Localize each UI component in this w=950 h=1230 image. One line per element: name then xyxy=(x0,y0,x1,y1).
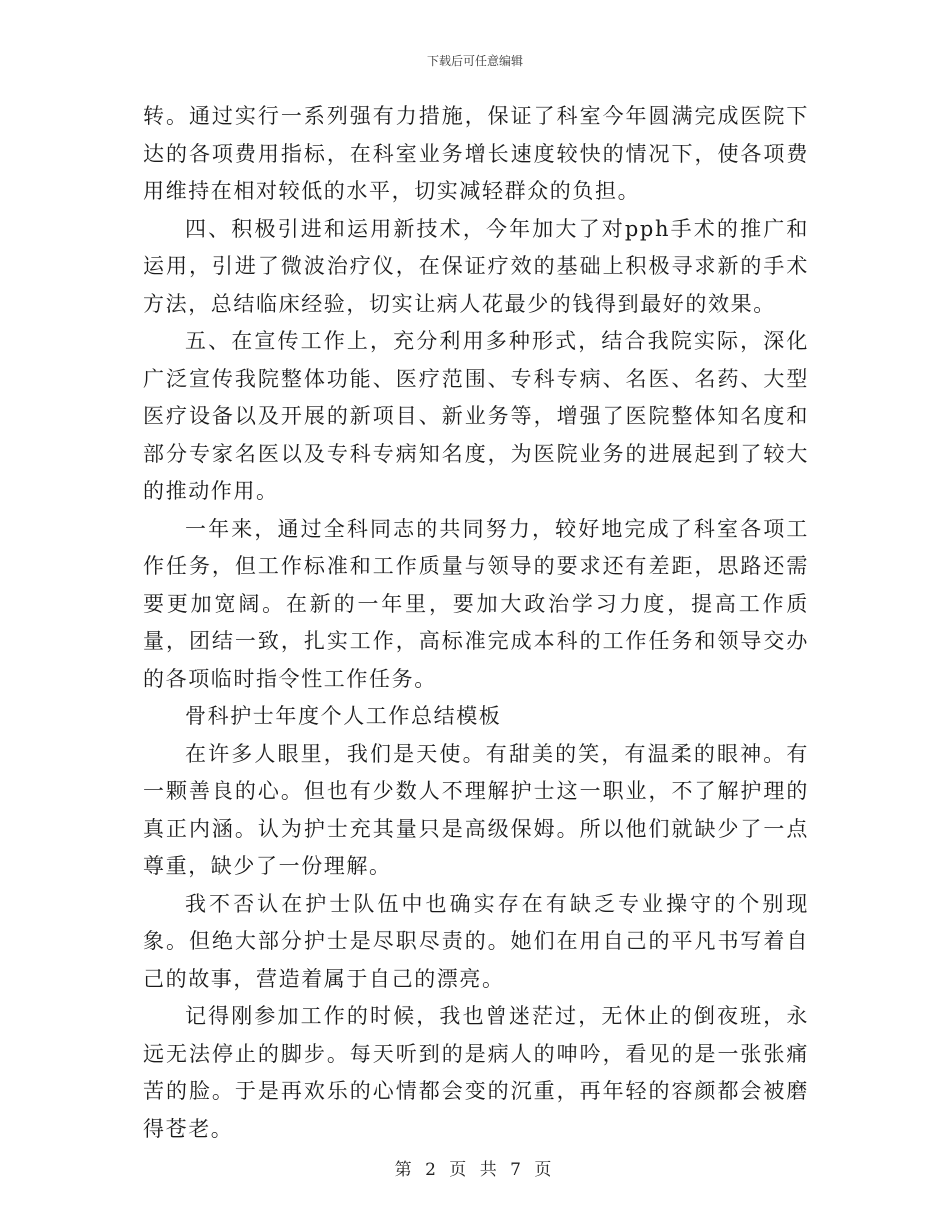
paragraph-3: 五、在宣传工作上，充分利用多种形式，结合我院实际，深化广泛宣传我院整体功能、医疗范围、专科专病、名医、名药、大型医疗设备以及开展的新项目、新业务等，增强了医院整体知名度和部分专家名医以及专科专病知名度，为医院业务的进展起到了较大的推动作用。 xyxy=(143,329,809,503)
paragraph-7: 记得刚参加工作的时候，我也曾迷茫过，无休止的倒夜班，永远无法停止的脚步。每天听到的是病人的呻吟，看见的是一张张痛苦的脸。于是再欢乐的心情都会变的沉重，再年轻的容颜都会被磨得苍老。 xyxy=(143,1004,809,1141)
page-header-note: 下载后可任意编辑 xyxy=(426,54,523,68)
paragraph-4: 一年来，通过全科同志的共同努力，较好地完成了科室各项工作任务，但工作标准和工作质量与领导的要求还有差距，思路还需要更加宽阔。在新的一年里，要加大政治学习力度，提高工作质量，团结一致，扎实工作，高标准完成本科的工作任务和领导交办的各项临时指令性工作任务。 xyxy=(143,516,809,691)
paragraph-5: 在许多人眼里，我们是天使。有甜美的笑，有温柔的眼神。有一颗善良的心。但也有少数人不理解护士这一职业，不了解护理的真正内涵。认为护士充其量只是高级保姆。所以他们就缺少了一点尊重，缺少了一份理解。 xyxy=(143,741,809,878)
section-title: 骨科护士年度个人工作总结模板 xyxy=(185,704,502,728)
page-footer-number: 第 2 页 共 7 页 xyxy=(394,1160,556,1180)
paragraph-2: 四、积极引进和运用新技术，今年加大了对pph手术的推广和运用，引进了微波治疗仪，在保证疗效的基础上积极寻求新的手术方法，总结临床经验，切实让病人花最少的钱得到最好的效果。 xyxy=(143,216,809,316)
paragraph-1: 转。通过实行一系列强有力措施，保证了科室今年圆满完成医院下达的各项费用指标，在科室业务增长速度较快的情况下，使各项费用维持在相对较低的水平，切实减轻群众的负担。 xyxy=(143,104,809,203)
document-body xyxy=(143,98,809,1148)
paragraph-6: 我不否认在护士队伍中也确实存在有缺乏专业操守的个别现象。但绝大部分护士是尽职尽责的。她们在用自己的平凡书写着自己的故事，营造着属于自己的漂亮。 xyxy=(143,891,809,991)
